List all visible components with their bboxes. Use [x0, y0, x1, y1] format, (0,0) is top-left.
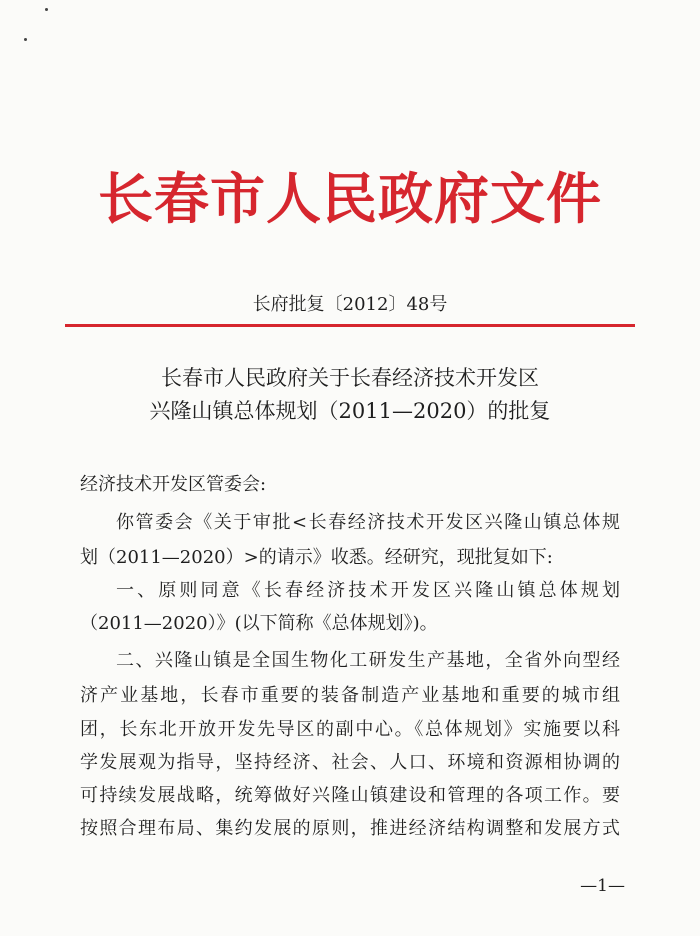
page-number: —1— [580, 876, 625, 896]
body-line: 按照合理布局、集约发展的原则，推进经济结构调整和发展方式 [80, 818, 620, 839]
subject-line-2: 兴隆山镇总体规划（2011—2020）的批复 [149, 399, 551, 423]
body-line: 团，长东北开放开发先导区的副中心。《总体规划》实施要以科 [80, 719, 620, 740]
body-line: 学发展观为指导，坚持经济、社会、人口、环境和资源相协调的 [80, 752, 620, 773]
red-divider [65, 324, 635, 327]
body-line: 二、兴隆山镇是全国生物化工研发生产基地，全省外向型经 [116, 650, 620, 671]
body-line: 一、原则同意《长春经济技术开发区兴隆山镇总体规划 [116, 580, 620, 601]
body-line: （2011—2020）》(以下简称《总体规划》)。 [80, 613, 438, 634]
scan-speck [45, 8, 48, 11]
document-number: 长府批复〔2012〕48号 [252, 294, 448, 315]
document-header-title: 长春市人民政府文件 [97, 167, 602, 231]
subject-line-1: 长春市人民政府关于长春经济技术开发区 [161, 366, 539, 390]
body-line: 济产业基地，长春市重要的装备制造产业基地和重要的城市组 [80, 685, 620, 706]
body-line: 划（2011—2020）>的请示》收悉。经研究，现批复如下: [80, 547, 553, 568]
recipient-line: 经济技术开发区管委会: [80, 474, 267, 495]
scan-speck [24, 38, 27, 41]
body-line: 可持续发展战略，统筹做好兴隆山镇建设和管理的各项工作。要 [80, 785, 620, 806]
body-line: 你管委会《关于审批<长春经济技术开发区兴隆山镇总体规 [116, 512, 620, 533]
